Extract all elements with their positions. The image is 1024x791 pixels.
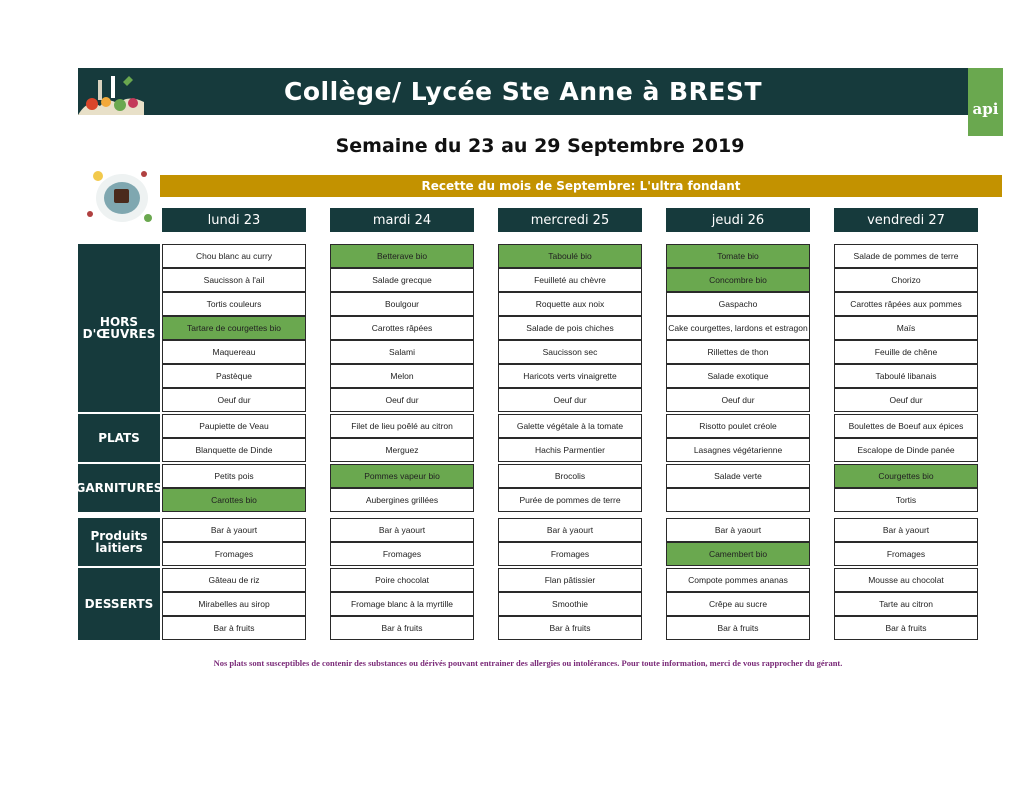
menu-cell-monday-hors-doeuvres: Chou blanc au curry	[162, 244, 306, 268]
menu-cell-thursday-produits-laitiers: Bar à yaourt	[666, 518, 810, 542]
menu-cell-thursday-hors-doeuvres: Tomate bio	[666, 244, 810, 268]
menu-cell-monday-desserts: Gâteau de riz	[162, 568, 306, 592]
menu-cell-friday-desserts: Tarte au citron	[834, 592, 978, 616]
menu-cell-wednesday-hors-doeuvres: Salade de pois chiches	[498, 316, 642, 340]
menu-cell-thursday-plats: Risotto poulet créole	[666, 414, 810, 438]
category-garnitures: GARNITURES	[78, 464, 160, 512]
menu-cell-thursday-hors-doeuvres: Cake courgettes, lardons et estragon	[666, 316, 810, 340]
menu-cell-thursday-hors-doeuvres: Rillettes de thon	[666, 340, 810, 364]
menu-cell-wednesday-hors-doeuvres: Roquette aux noix	[498, 292, 642, 316]
menu-cell-tuesday-produits-laitiers: Fromages	[330, 542, 474, 566]
menu-cell-wednesday-hors-doeuvres: Taboulé bio	[498, 244, 642, 268]
category-hors-doeuvres: HORS D'ŒUVRES	[78, 244, 160, 412]
menu-cell-tuesday-hors-doeuvres: Betterave bio	[330, 244, 474, 268]
menu-cell-monday-garnitures: Carottes bio	[162, 488, 306, 512]
menu-cell-monday-produits-laitiers: Fromages	[162, 542, 306, 566]
menu-cell-tuesday-desserts: Poire chocolat	[330, 568, 474, 592]
menu-cell-thursday-hors-doeuvres: Gaspacho	[666, 292, 810, 316]
menu-cell-friday-produits-laitiers: Bar à yaourt	[834, 518, 978, 542]
menu-cell-tuesday-hors-doeuvres: Salade grecque	[330, 268, 474, 292]
menu-cell-tuesday-plats: Merguez	[330, 438, 474, 462]
day-header-tuesday: mardi 24	[330, 208, 474, 232]
menu-cell-monday-produits-laitiers: Bar à yaourt	[162, 518, 306, 542]
recipe-of-month-text: Recette du mois de Septembre: L'ultra fondant	[421, 179, 741, 193]
menu-cell-wednesday-produits-laitiers: Fromages	[498, 542, 642, 566]
menu-cell-friday-plats: Boulettes de Boeuf aux épices	[834, 414, 978, 438]
menu-cell-friday-hors-doeuvres: Carottes râpées aux pommes	[834, 292, 978, 316]
menu-cell-tuesday-produits-laitiers: Bar à yaourt	[330, 518, 474, 542]
menu-cell-wednesday-garnitures: Purée de pommes de terre	[498, 488, 642, 512]
menu-cell-wednesday-desserts: Bar à fruits	[498, 616, 642, 640]
day-header-wednesday: mercredi 25	[498, 208, 642, 232]
menu-cell-monday-garnitures: Petits pois	[162, 464, 306, 488]
day-header-friday: vendredi 27	[834, 208, 978, 232]
menu-cell-friday-hors-doeuvres: Feuille de chêne	[834, 340, 978, 364]
menu-cell-thursday-hors-doeuvres: Salade exotique	[666, 364, 810, 388]
menu-cell-friday-hors-doeuvres: Taboulé libanais	[834, 364, 978, 388]
dessert-photo	[78, 156, 160, 234]
menu-cell-friday-hors-doeuvres: Maïs	[834, 316, 978, 340]
menu-cell-wednesday-hors-doeuvres: Haricots verts vinaigrette	[498, 364, 642, 388]
menu-cell-wednesday-produits-laitiers: Bar à yaourt	[498, 518, 642, 542]
menu-cell-thursday-produits-laitiers: Camembert bio	[666, 542, 810, 566]
menu-cell-tuesday-hors-doeuvres: Oeuf dur	[330, 388, 474, 412]
page-title: Collège/ Lycée Ste Anne à BREST	[284, 77, 762, 106]
menu-cell-wednesday-garnitures: Brocolis	[498, 464, 642, 488]
menu-cell-wednesday-hors-doeuvres: Saucisson sec	[498, 340, 642, 364]
menu-cell-monday-hors-doeuvres: Tartare de courgettes bio	[162, 316, 306, 340]
menu-cell-monday-plats: Blanquette de Dinde	[162, 438, 306, 462]
week-heading: Semaine du 23 au 29 Septembre 2019	[335, 135, 745, 157]
menu-cell-friday-hors-doeuvres: Salade de pommes de terre	[834, 244, 978, 268]
menu-cell-tuesday-hors-doeuvres: Carottes râpées	[330, 316, 474, 340]
category-plats: PLATS	[78, 414, 160, 462]
menu-cell-tuesday-garnitures: Aubergines grillées	[330, 488, 474, 512]
day-header-monday: lundi 23	[162, 208, 306, 232]
menu-cell-wednesday-desserts: Flan pâtissier	[498, 568, 642, 592]
menu-cell-friday-desserts: Mousse au chocolat	[834, 568, 978, 592]
menu-cell-monday-desserts: Bar à fruits	[162, 616, 306, 640]
vegetables-illustration	[78, 68, 144, 115]
recipe-of-month-bar	[160, 175, 1002, 197]
category-produits-laitiers: Produits laitiers	[78, 518, 160, 566]
menu-cell-wednesday-hors-doeuvres: Oeuf dur	[498, 388, 642, 412]
menu-cell-friday-plats: Escalope de Dinde panée	[834, 438, 978, 462]
allergy-footnote: Nos plats sont susceptibles de contenir des substances ou dérivés pouvant entrainer des allergies ou intolérances. Pour toute information, merci de vous rapprocher du gérant.	[213, 658, 843, 668]
menu-cell-monday-hors-doeuvres: Pastèque	[162, 364, 306, 388]
menu-cell-friday-produits-laitiers: Fromages	[834, 542, 978, 566]
menu-cell-tuesday-desserts: Fromage blanc à la myrtille	[330, 592, 474, 616]
menu-cell-wednesday-hors-doeuvres: Feuilleté au chèvre	[498, 268, 642, 292]
menu-cell-thursday-desserts: Crêpe au sucre	[666, 592, 810, 616]
title-banner	[78, 68, 968, 115]
menu-cell-friday-hors-doeuvres: Chorizo	[834, 268, 978, 292]
api-logo	[968, 68, 1003, 136]
menu-cell-tuesday-garnitures: Pommes vapeur bio	[330, 464, 474, 488]
menu-cell-thursday-hors-doeuvres: Oeuf dur	[666, 388, 810, 412]
category-desserts: DESSERTS	[78, 568, 160, 640]
menu-cell-tuesday-desserts: Bar à fruits	[330, 616, 474, 640]
menu-cell-monday-hors-doeuvres: Maquereau	[162, 340, 306, 364]
menu-cell-thursday-garnitures: Salade verte	[666, 464, 810, 488]
menu-cell-monday-desserts: Mirabelles au sirop	[162, 592, 306, 616]
menu-cell-monday-hors-doeuvres: Oeuf dur	[162, 388, 306, 412]
menu-cell-monday-plats: Paupiette de Veau	[162, 414, 306, 438]
menu-cell-tuesday-hors-doeuvres: Melon	[330, 364, 474, 388]
menu-cell-thursday-hors-doeuvres: Concombre bio	[666, 268, 810, 292]
menu-cell-thursday-plats: Lasagnes végétarienne	[666, 438, 810, 462]
menu-cell-tuesday-hors-doeuvres: Salami	[330, 340, 474, 364]
menu-cell-friday-hors-doeuvres: Oeuf dur	[834, 388, 978, 412]
menu-cell-thursday-desserts: Compote pommes ananas	[666, 568, 810, 592]
menu-cell-wednesday-plats: Galette végétale à la tomate	[498, 414, 642, 438]
menu-cell-tuesday-hors-doeuvres: Boulgour	[330, 292, 474, 316]
menu-cell-tuesday-plats: Filet de lieu poêlé au citron	[330, 414, 474, 438]
menu-cell-thursday-garnitures	[666, 488, 810, 512]
day-header-thursday: jeudi 26	[666, 208, 810, 232]
logo-text: api	[972, 100, 999, 118]
menu-cell-wednesday-desserts: Smoothie	[498, 592, 642, 616]
menu-cell-monday-hors-doeuvres: Tortis couleurs	[162, 292, 306, 316]
menu-cell-wednesday-plats: Hachis Parmentier	[498, 438, 642, 462]
menu-cell-friday-desserts: Bar à fruits	[834, 616, 978, 640]
menu-cell-friday-garnitures: Tortis	[834, 488, 978, 512]
menu-cell-friday-garnitures: Courgettes bio	[834, 464, 978, 488]
menu-cell-monday-hors-doeuvres: Saucisson à l'ail	[162, 268, 306, 292]
menu-cell-thursday-desserts: Bar à fruits	[666, 616, 810, 640]
